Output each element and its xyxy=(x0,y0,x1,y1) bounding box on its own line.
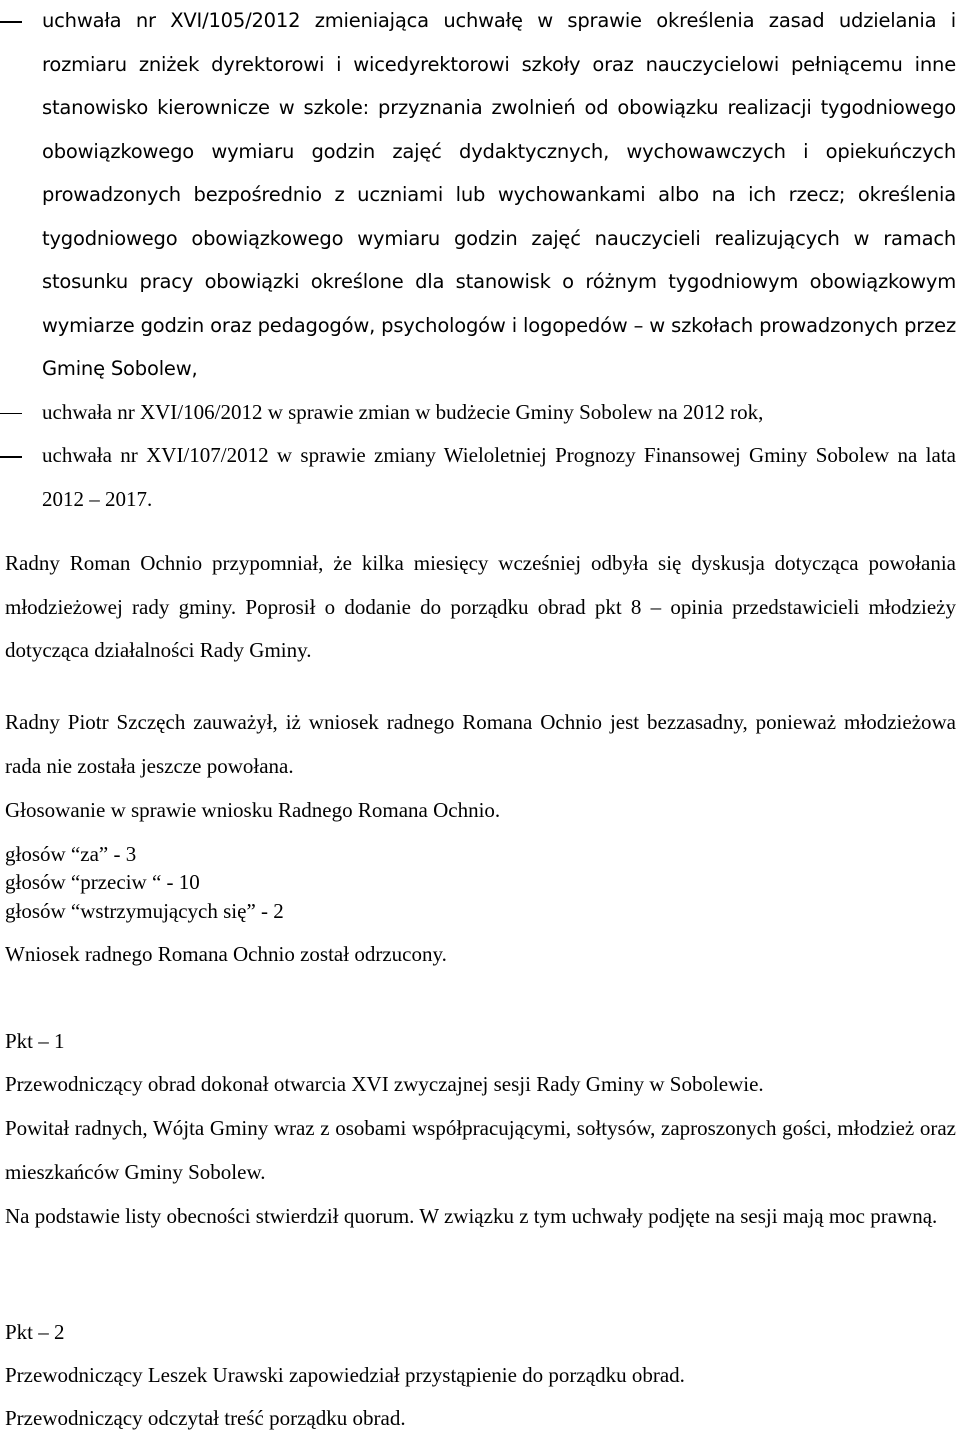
paragraph-ochnio-motion: Radny Roman Ochnio przypomniał, że kilka miesięcy wcześniej odbyła się dyskusja dotycząca powołania młodzieżowej rady gminy. Poprosił o dodanie do porządku obrad pkt 8 – opinia przedstawicieli młodzieży dotycząca działalności Rady Gminy. xyxy=(5,551,956,662)
pkt2-agenda-start: Przewodniczący Leszek Urawski zapowiedział przystąpienie do porządku obrad. xyxy=(5,1363,685,1387)
pkt1-opening: Przewodniczący obrad dokonał otwarcia XVI zwyczajnej sesji Rady Gminy w Sobolewie. xyxy=(5,1072,764,1096)
vote-against: głosów “przeciw “ - 10 xyxy=(5,870,200,894)
pkt1-quorum: Na podstawie listy obecności stwierdził quorum. W związku z tym uchwały podjęte na sesji mają moc prawną. xyxy=(5,1204,938,1228)
section-heading-pkt-2: Pkt – 2 xyxy=(5,1320,65,1344)
vote-result: Wniosek radnego Romana Ochnio został odrzucony. xyxy=(5,942,447,966)
list-item-text: uchwała nr XVI/107/2012 w sprawie zmiany Wieloletniej Prognozy Finansowej Gminy Sobolew na lata 2012 – 2017. xyxy=(42,443,956,511)
list-item xyxy=(0,0,956,391)
list-item-text: uchwała nr XVI/106/2012 w sprawie zmian w budżecie Gminy Sobolew na 2012 rok, xyxy=(42,399,764,424)
pkt1-greeting: Powitał radnych, Wójta Gminy wraz z osobami współpracującymi, sołtysów, zaproszonych gości, młodzież oraz mieszkańców Gminy Sobolew. xyxy=(5,1116,956,1184)
paragraph-szczech-remark: Radny Piotr Szczęch zauważył, iż wniosek radnego Romana Ochnio jest bezzasadny, ponieważ młodzieżowa rada nie została jeszcze powołana. xyxy=(5,710,956,778)
vote-intro: Głosowanie w sprawie wniosku Radnego Romana Ochnio. xyxy=(5,798,501,822)
section-heading-pkt-1: Pkt – 1 xyxy=(5,1029,65,1053)
list-item xyxy=(0,434,956,521)
resolution-list xyxy=(0,0,956,521)
pkt2-agenda-read: Przewodniczący odczytał treść porządku obrad. xyxy=(5,1406,406,1430)
vote-for: głosów “za” - 3 xyxy=(5,842,137,866)
list-item-text: uchwała nr XVI/105/2012 zmieniająca uchwałę w sprawie określenia zasad udzielania i rozmiaru zniżek dyrektorowi i wicedyrektorowi szkoły oraz nauczycielowi pełniącemu inne stanowisko kierownicze w szkole: przyznania zwolnień od obowiązku realizacji tygodniowego obowiązkowego wymiaru godzin zajęć dydaktycznych, wychowawczych i opiekuńczych prowadzonych bezpośrednio z uczniami lub wychowankami albo na ich rzecz; określenia tygodniowego obowiązkowego wymiaru godzin zajęć nauczycieli realizujących w ramach stosunku pracy obowiązki określone dla stanowisk o różnym tygodniowym obowiązkowym wymiarze godzin oraz pedagogów, psychologów i logopedów – w szkołach prowadzonych przez Gminę Sobolew, xyxy=(42,9,956,380)
vote-abstain: głosów “wstrzymujących się” - 2 xyxy=(5,899,284,923)
list-item xyxy=(0,391,956,435)
